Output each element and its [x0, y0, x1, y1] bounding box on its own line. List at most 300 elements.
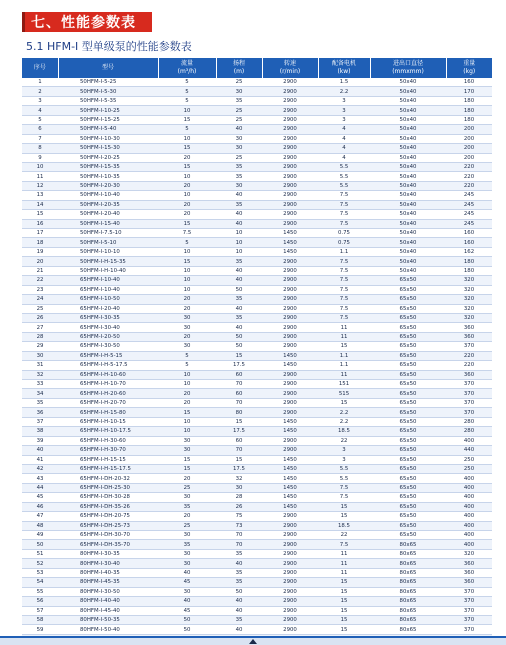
- table-cell: 1450: [262, 247, 318, 256]
- table-cell: 65x50: [370, 446, 446, 455]
- table-cell: 50HFM-I-15-25: [58, 115, 158, 124]
- table-cell: 50x40: [370, 78, 446, 87]
- table-cell: 370: [446, 342, 492, 351]
- table-cell: 65HFM-I-H-15-15: [58, 455, 158, 464]
- table-cell: 18.5: [318, 427, 370, 436]
- table-cell: 220: [446, 181, 492, 190]
- table-cell: 30: [158, 436, 216, 445]
- table-row: [22, 276, 492, 285]
- table-cell: 65x50: [370, 323, 446, 332]
- table-row: [22, 568, 492, 577]
- table-cell: 10: [158, 172, 216, 181]
- table-cell: 45: [22, 493, 58, 502]
- table-row: [22, 285, 492, 294]
- table-row: [22, 455, 492, 464]
- table-cell: 50x40: [370, 200, 446, 209]
- table-cell: 1450: [262, 474, 318, 483]
- column-header-label: 进出口直径: [392, 60, 423, 67]
- table-cell: 59: [22, 625, 58, 634]
- table-cell: 50HFM-I-20-40: [58, 210, 158, 219]
- table-cell: 25: [22, 304, 58, 313]
- table-row: [22, 502, 492, 511]
- table-cell: 30: [158, 587, 216, 596]
- table-cell: 15: [158, 455, 216, 464]
- table-cell: 50: [158, 615, 216, 624]
- table-cell: 65HFM-I-DH-25-73: [58, 521, 158, 530]
- table-cell: 65HFM-I-H-10-17.5: [58, 427, 158, 436]
- table-cell: 35: [158, 540, 216, 549]
- table-cell: 40: [216, 276, 262, 285]
- table-cell: 10: [158, 370, 216, 379]
- table-cell: 65HFM-I-H-10-60: [58, 370, 158, 379]
- table-cell: 65x50: [370, 427, 446, 436]
- table-cell: 2900: [262, 398, 318, 407]
- table-cell: 10: [158, 427, 216, 436]
- table-row: [22, 266, 492, 275]
- table-cell: 1450: [262, 455, 318, 464]
- column-header-label: 扬程: [232, 60, 245, 67]
- table-cell: 40: [216, 597, 262, 606]
- table-cell: 50x40: [370, 247, 446, 256]
- table-cell: 220: [446, 361, 492, 370]
- table-cell: 65HFM-I-DH-35-26: [58, 502, 158, 511]
- table-cell: 245: [446, 219, 492, 228]
- table-body: [22, 78, 492, 644]
- table-cell: 75: [216, 512, 262, 521]
- table-cell: 20: [158, 210, 216, 219]
- table-cell: 13: [22, 191, 58, 200]
- table-cell: 2900: [262, 172, 318, 181]
- table-row: [22, 398, 492, 407]
- table-cell: 220: [446, 162, 492, 171]
- table-cell: 50x40: [370, 153, 446, 162]
- table-row: [22, 351, 492, 360]
- table-cell: 21: [22, 266, 58, 275]
- table-cell: 65x50: [370, 398, 446, 407]
- table-cell: 50HFM-I-20-35: [58, 200, 158, 209]
- table-cell: 17.5: [216, 361, 262, 370]
- section-header-stripe: [22, 12, 25, 32]
- table-cell: 40: [216, 266, 262, 275]
- table-cell: 7.5: [318, 493, 370, 502]
- table-cell: 10: [158, 247, 216, 256]
- table-cell: 7.5: [318, 483, 370, 492]
- table-cell: 65HFM-I-30-40: [58, 323, 158, 332]
- table-cell: 7.5: [318, 285, 370, 294]
- table-cell: 80x65: [370, 559, 446, 568]
- table-cell: 2900: [262, 78, 318, 87]
- table-cell: 35: [216, 313, 262, 322]
- table-cell: 25: [216, 106, 262, 115]
- table-cell: 7.5: [318, 200, 370, 209]
- table-cell: 15: [318, 587, 370, 596]
- table-cell: 80x65: [370, 549, 446, 558]
- table-cell: 50HFM-I-5-25: [58, 78, 158, 87]
- column-header-unit: (kw): [337, 68, 351, 75]
- column-header-label: 序号: [33, 64, 46, 71]
- table-row: [22, 96, 492, 105]
- table-cell: 30: [158, 323, 216, 332]
- table-cell: 2900: [262, 295, 318, 304]
- table-row: [22, 200, 492, 209]
- table-cell: 3: [318, 455, 370, 464]
- table-row: [22, 361, 492, 370]
- table-cell: 14: [22, 200, 58, 209]
- table-cell: 65x50: [370, 342, 446, 351]
- table-cell: 15: [216, 455, 262, 464]
- performance-table: [22, 58, 492, 644]
- table-cell: 220: [446, 172, 492, 181]
- table-cell: 44: [22, 483, 58, 492]
- table-cell: 5: [158, 87, 216, 96]
- table-cell: 3: [318, 106, 370, 115]
- table-cell: 5.5: [318, 464, 370, 473]
- table-cell: 35: [216, 549, 262, 558]
- table-cell: 50x40: [370, 134, 446, 143]
- table-cell: 2900: [262, 446, 318, 455]
- scroll-up-arrow-icon[interactable]: [249, 639, 257, 644]
- table-cell: 45: [158, 578, 216, 587]
- table-cell: 34: [22, 389, 58, 398]
- table-cell: 200: [446, 153, 492, 162]
- table-cell: 7: [22, 134, 58, 143]
- table-cell: 10: [158, 266, 216, 275]
- table-cell: 2900: [262, 181, 318, 190]
- table-cell: 40: [216, 210, 262, 219]
- table-cell: 2900: [262, 342, 318, 351]
- table-row: [22, 483, 492, 492]
- table-cell: 50HFM-I-10-25: [58, 106, 158, 115]
- table-cell: 30: [158, 559, 216, 568]
- table-cell: 30: [158, 531, 216, 540]
- table-cell: 2900: [262, 219, 318, 228]
- table-cell: 50HFM-I-7.5-10: [58, 229, 158, 238]
- table-cell: 5.5: [318, 162, 370, 171]
- table-cell: 36: [22, 408, 58, 417]
- table-cell: 2900: [262, 191, 318, 200]
- table-row: [22, 125, 492, 134]
- table-cell: 370: [446, 587, 492, 596]
- table-cell: 80x65: [370, 597, 446, 606]
- table-cell: 2900: [262, 531, 318, 540]
- table-cell: 1450: [262, 427, 318, 436]
- table-cell: 180: [446, 257, 492, 266]
- table-cell: 280: [446, 417, 492, 426]
- table-cell: 370: [446, 389, 492, 398]
- table-cell: 200: [446, 144, 492, 153]
- table-cell: 10: [158, 106, 216, 115]
- table-row: [22, 427, 492, 436]
- table-cell: 65x50: [370, 408, 446, 417]
- table-row: [22, 238, 492, 247]
- table-cell: 50HFM-I-10-10: [58, 247, 158, 256]
- table-cell: 45: [158, 606, 216, 615]
- table-cell: 7.5: [318, 219, 370, 228]
- table-cell: 65x50: [370, 417, 446, 426]
- table-cell: 2900: [262, 587, 318, 596]
- table-cell: 10: [158, 134, 216, 143]
- column-header: [216, 58, 262, 78]
- table-cell: 200: [446, 134, 492, 143]
- table-cell: 7.5: [318, 304, 370, 313]
- table-cell: 2900: [262, 332, 318, 341]
- table-cell: 3: [318, 96, 370, 105]
- top-bar: [0, 0, 506, 7]
- table-cell: 40: [216, 625, 262, 634]
- table-cell: 2.2: [318, 417, 370, 426]
- table-cell: 28: [216, 493, 262, 502]
- table-cell: 65HFM-I-H-5-17.5: [58, 361, 158, 370]
- table-cell: 43: [22, 474, 58, 483]
- table-cell: 50HFM-I-10-35: [58, 172, 158, 181]
- table-cell: 50: [216, 342, 262, 351]
- table-cell: 40: [216, 559, 262, 568]
- table-cell: 10: [158, 285, 216, 294]
- table-cell: 65HFM-I-10-40: [58, 285, 158, 294]
- table-row: [22, 597, 492, 606]
- table-cell: 20: [158, 304, 216, 313]
- performance-table-wrapper: [22, 58, 492, 644]
- table-cell: 11: [22, 172, 58, 181]
- table-cell: 151: [318, 380, 370, 389]
- table-cell: 440: [446, 446, 492, 455]
- table-cell: 2900: [262, 559, 318, 568]
- table-row: [22, 342, 492, 351]
- table-cell: 65x50: [370, 474, 446, 483]
- table-cell: 12: [22, 181, 58, 190]
- column-header: [318, 58, 370, 78]
- table-cell: 6: [22, 125, 58, 134]
- table-cell: 360: [446, 578, 492, 587]
- table-cell: 22: [318, 436, 370, 445]
- table-cell: 40: [158, 597, 216, 606]
- table-cell: 50HFM-I-H-10-40: [58, 266, 158, 275]
- column-header-unit: (m³/h): [177, 68, 197, 75]
- table-cell: 70: [216, 398, 262, 407]
- table-cell: 40: [216, 191, 262, 200]
- table-row: [22, 295, 492, 304]
- table-cell: 15: [158, 115, 216, 124]
- column-header-unit: (r/min): [279, 68, 301, 75]
- table-cell: 24: [22, 295, 58, 304]
- table-cell: 7.5: [318, 313, 370, 322]
- table-cell: 50x40: [370, 219, 446, 228]
- table-cell: 1450: [262, 351, 318, 360]
- table-cell: 15: [318, 342, 370, 351]
- table-cell: 50x40: [370, 266, 446, 275]
- table-cell: 360: [446, 370, 492, 379]
- table-cell: 50x40: [370, 162, 446, 171]
- table-cell: 52: [22, 559, 58, 568]
- table-row: [22, 106, 492, 115]
- table-cell: 2900: [262, 625, 318, 634]
- column-header-unit: (mmxmm): [392, 68, 424, 75]
- column-header-label: 转速: [283, 60, 296, 67]
- table-cell: 180: [446, 266, 492, 275]
- table-row: [22, 181, 492, 190]
- table-cell: 20: [158, 295, 216, 304]
- table-cell: 65HFM-I-10-50: [58, 295, 158, 304]
- table-row: [22, 578, 492, 587]
- table-cell: 2900: [262, 568, 318, 577]
- table-cell: 46: [22, 502, 58, 511]
- table-cell: 50x40: [370, 106, 446, 115]
- table-cell: 50HFM-I-5-35: [58, 96, 158, 105]
- table-cell: 50HFM-I-15-35: [58, 162, 158, 171]
- table-cell: 15: [158, 219, 216, 228]
- table-cell: 2900: [262, 285, 318, 294]
- table-cell: 2900: [262, 87, 318, 96]
- table-cell: 17: [22, 229, 58, 238]
- table-cell: 15: [158, 162, 216, 171]
- table-cell: 8: [22, 144, 58, 153]
- table-cell: 50HFM-I-20-30: [58, 181, 158, 190]
- table-cell: 10: [158, 380, 216, 389]
- table-cell: 20: [158, 398, 216, 407]
- table-cell: 55: [22, 587, 58, 596]
- table-row: [22, 191, 492, 200]
- table-cell: 41: [22, 455, 58, 464]
- table-cell: 5.5: [318, 181, 370, 190]
- table-cell: 400: [446, 474, 492, 483]
- table-row: [22, 370, 492, 379]
- column-header: [22, 58, 58, 78]
- table-cell: 400: [446, 436, 492, 445]
- table-cell: 65x50: [370, 455, 446, 464]
- table-cell: 50x40: [370, 229, 446, 238]
- table-cell: 25: [158, 483, 216, 492]
- table-cell: 400: [446, 493, 492, 502]
- table-cell: 1.1: [318, 361, 370, 370]
- table-cell: 65x50: [370, 370, 446, 379]
- table-row: [22, 153, 492, 162]
- table-cell: 47: [22, 512, 58, 521]
- table-cell: 400: [446, 531, 492, 540]
- table-cell: 1450: [262, 238, 318, 247]
- section-header: [22, 12, 152, 32]
- table-cell: 4: [22, 106, 58, 115]
- table-cell: 25: [216, 153, 262, 162]
- table-cell: 50HFM-I-5-10: [58, 238, 158, 247]
- table-cell: 20: [22, 257, 58, 266]
- table-cell: 50x40: [370, 96, 446, 105]
- table-cell: 30: [216, 134, 262, 143]
- table-cell: 18.5: [318, 521, 370, 530]
- table-cell: 50: [216, 285, 262, 294]
- table-cell: 20: [158, 181, 216, 190]
- table-cell: 80: [216, 408, 262, 417]
- table-cell: 370: [446, 606, 492, 615]
- table-cell: 25: [216, 78, 262, 87]
- table-cell: 37: [22, 417, 58, 426]
- table-cell: 19: [22, 247, 58, 256]
- table-cell: 2900: [262, 549, 318, 558]
- table-cell: 360: [446, 568, 492, 577]
- table-cell: 42: [22, 464, 58, 473]
- table-cell: 80HFM-I-45-35: [58, 578, 158, 587]
- table-cell: 1450: [262, 361, 318, 370]
- table-cell: 15: [22, 210, 58, 219]
- table-cell: 2900: [262, 210, 318, 219]
- table-cell: 33: [22, 380, 58, 389]
- table-cell: 15: [318, 625, 370, 634]
- table-cell: 23: [22, 285, 58, 294]
- table-cell: 28: [22, 332, 58, 341]
- table-cell: 320: [446, 276, 492, 285]
- table-cell: 50: [158, 625, 216, 634]
- table-cell: 20: [158, 474, 216, 483]
- table-cell: 15: [318, 512, 370, 521]
- column-header: [370, 58, 446, 78]
- table-cell: 40: [158, 568, 216, 577]
- table-cell: 2900: [262, 115, 318, 124]
- table-cell: 73: [216, 521, 262, 530]
- table-cell: 2900: [262, 153, 318, 162]
- table-cell: 70: [216, 380, 262, 389]
- table-cell: 2900: [262, 370, 318, 379]
- table-cell: 0.75: [318, 238, 370, 247]
- column-header-label: 流量: [180, 60, 193, 67]
- table-cell: 57: [22, 606, 58, 615]
- page-footer-bar: [0, 636, 506, 645]
- table-cell: 10: [216, 247, 262, 256]
- table-cell: 65HFM-I-20-50: [58, 332, 158, 341]
- table-cell: 5.5: [318, 474, 370, 483]
- table-cell: 400: [446, 483, 492, 492]
- table-row: [22, 304, 492, 313]
- table-cell: 30: [216, 87, 262, 96]
- table-row: [22, 615, 492, 624]
- table-cell: 80x65: [370, 587, 446, 596]
- table-cell: 7.5: [318, 257, 370, 266]
- table-cell: 35: [216, 200, 262, 209]
- table-cell: 11: [318, 559, 370, 568]
- table-cell: 2900: [262, 597, 318, 606]
- table-cell: 80HFM-I-30-40: [58, 559, 158, 568]
- table-cell: 2900: [262, 615, 318, 624]
- table-cell: 2900: [262, 408, 318, 417]
- table-cell: 29: [22, 342, 58, 351]
- column-header-unit: (m): [233, 68, 245, 75]
- table-cell: 400: [446, 521, 492, 530]
- table-cell: 50x40: [370, 191, 446, 200]
- table-cell: 2900: [262, 134, 318, 143]
- table-cell: 30: [158, 493, 216, 502]
- table-cell: 20: [158, 512, 216, 521]
- table-cell: 80HFM-I-40-40: [58, 597, 158, 606]
- table-row: [22, 332, 492, 341]
- table-cell: 65x50: [370, 521, 446, 530]
- table-cell: 35: [216, 568, 262, 577]
- table-cell: 5: [158, 78, 216, 87]
- table-cell: 400: [446, 512, 492, 521]
- table-cell: 2900: [262, 313, 318, 322]
- table-cell: 15: [216, 417, 262, 426]
- table-cell: 10: [216, 229, 262, 238]
- table-cell: 1450: [262, 493, 318, 502]
- table-cell: 400: [446, 540, 492, 549]
- table-cell: 7.5: [318, 540, 370, 549]
- table-cell: 4: [318, 125, 370, 134]
- table-cell: 2900: [262, 162, 318, 171]
- table-cell: 25: [158, 521, 216, 530]
- table-cell: 40: [216, 304, 262, 313]
- table-cell: 80HFM-I-45-40: [58, 606, 158, 615]
- table-cell: 4: [318, 144, 370, 153]
- table-cell: 50x40: [370, 181, 446, 190]
- table-cell: 50HFM-I-5-30: [58, 87, 158, 96]
- table-subtitle: 5.1 HFM-I 型单级泵的性能参数表: [26, 40, 192, 53]
